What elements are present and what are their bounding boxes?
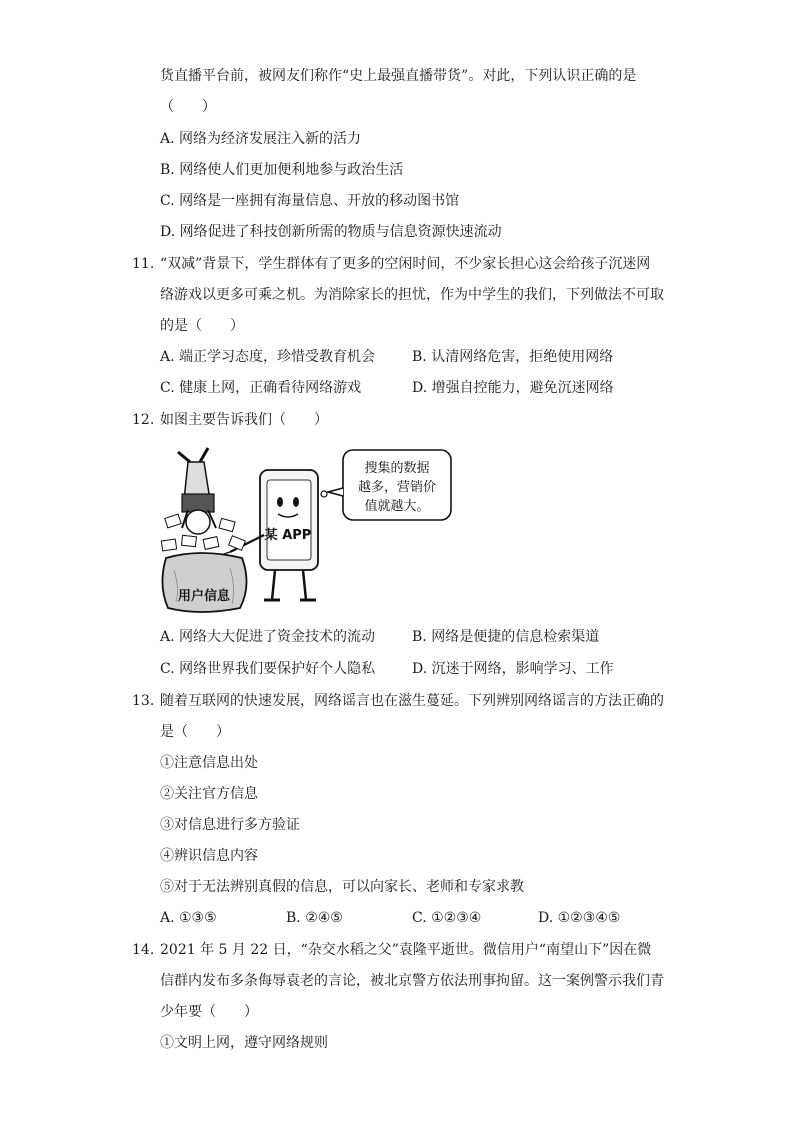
q13-number: 13. [132, 693, 155, 709]
speech-bubble-tail [328, 488, 343, 496]
phone-label: 某 APP [264, 528, 312, 543]
q13-item-4: ④辨识信息内容 [160, 848, 258, 864]
q11-option-a: A. 端正学习态度，珍惜受教育机会 [160, 349, 376, 365]
q13-option-a: A. ①③⑤ [160, 910, 217, 926]
q11-number: 11. [132, 256, 155, 272]
q11-option-c: C. 健康上网，正确看待网络游戏 [160, 380, 362, 396]
q12-option-a: A. 网络大大促进了资金技术的流动 [160, 629, 376, 645]
q11-option-d: D. 增强自控能力，避免沉迷网络 [412, 380, 614, 396]
q11-option-b: B. 认清网络危害，拒绝使用网络 [412, 349, 614, 365]
q13-option-b: B. ②④⑤ [286, 910, 343, 926]
q14-stem-line-2: 信群内发布多条侮辱袁老的言论，被北京警方依法刑事拘留。这一案例警示我们青 [160, 973, 664, 989]
q10-option-d: D. 网络促进了科技创新所需的物质与信息资源快速流动 [160, 224, 502, 240]
q10-option-a: A. 网络为经济发展注入新的活力 [160, 131, 362, 147]
bubble-line-1: 搜集的数据 [364, 461, 430, 476]
q12-stem-line-1: 如图主要告诉我们（ ） [160, 412, 328, 428]
q13-item-1: ①注意信息出处 [160, 755, 258, 771]
q13-option-d: D. ①②③④⑤ [538, 910, 621, 926]
sack-label: 用户信息 [177, 589, 231, 604]
legs [178, 448, 208, 462]
q13-item-2: ②关注官方信息 [160, 786, 258, 802]
q12-option-d: D. 沉迷于网络，影响学习、工作 [412, 661, 614, 677]
q10-option-c: C. 网络是一座拥有海量信息、开放的移动图书馆 [160, 193, 460, 209]
bubble-line-2: 越多，营销价 [357, 480, 437, 495]
q13-stem-line-2: 是（ ） [160, 724, 230, 740]
q14-stem-line-3: 少年要（ ） [160, 1004, 258, 1020]
q11-stem-line-2: 络游戏以更多可乘之机。为消除家长的担忧，作为中学生的我们，下列做法不可取 [160, 287, 664, 303]
q13-item-3: ③对信息进行多方验证 [160, 817, 300, 833]
q11-stem-line-1: “双减”背景下，学生群体有了更多的空闲时间，不少家长担心这会给孩子沉迷网 [160, 256, 651, 272]
q12-number: 12. [132, 412, 155, 428]
q10-option-b: B. 网络使人们更加便利地参与政治生活 [160, 162, 404, 178]
q11-stem-line-3: 的是（ ） [160, 318, 244, 334]
q14-item-1: ①文明上网，遵守网络规则 [160, 1035, 328, 1051]
privacy-cartoon [160, 440, 460, 615]
q13-stem-line-1: 随着互联网的快速发展，网络谣言也在滋生蔓延。下列辨别网络谣言的方法正确的 [160, 693, 664, 709]
q13-item-5: ⑤对于无法辨别真假的信息，可以向家长、老师和专家求教 [160, 879, 524, 895]
q14-number: 14. [132, 942, 155, 958]
bubble-line-3: 值就越大。 [364, 499, 430, 514]
q10-stem-line-1: 货直播平台前，被网友们称作“史上最强直播带货”。对此，下列认识正确的是 [160, 68, 637, 84]
q13-option-c: C. ①②③④ [412, 910, 482, 926]
q10-stem-line-2: （ ） [160, 99, 216, 115]
q12-option-c: C. 网络世界我们要保护好个人隐私 [160, 661, 376, 677]
q14-stem-line-1: 2021 年 5 月 22 日，“杂交水稻之父”袁隆平逝世。微信用户“南望山下”因在微 [160, 942, 652, 958]
q12-option-b: B. 网络是便捷的信息检索渠道 [412, 629, 600, 645]
